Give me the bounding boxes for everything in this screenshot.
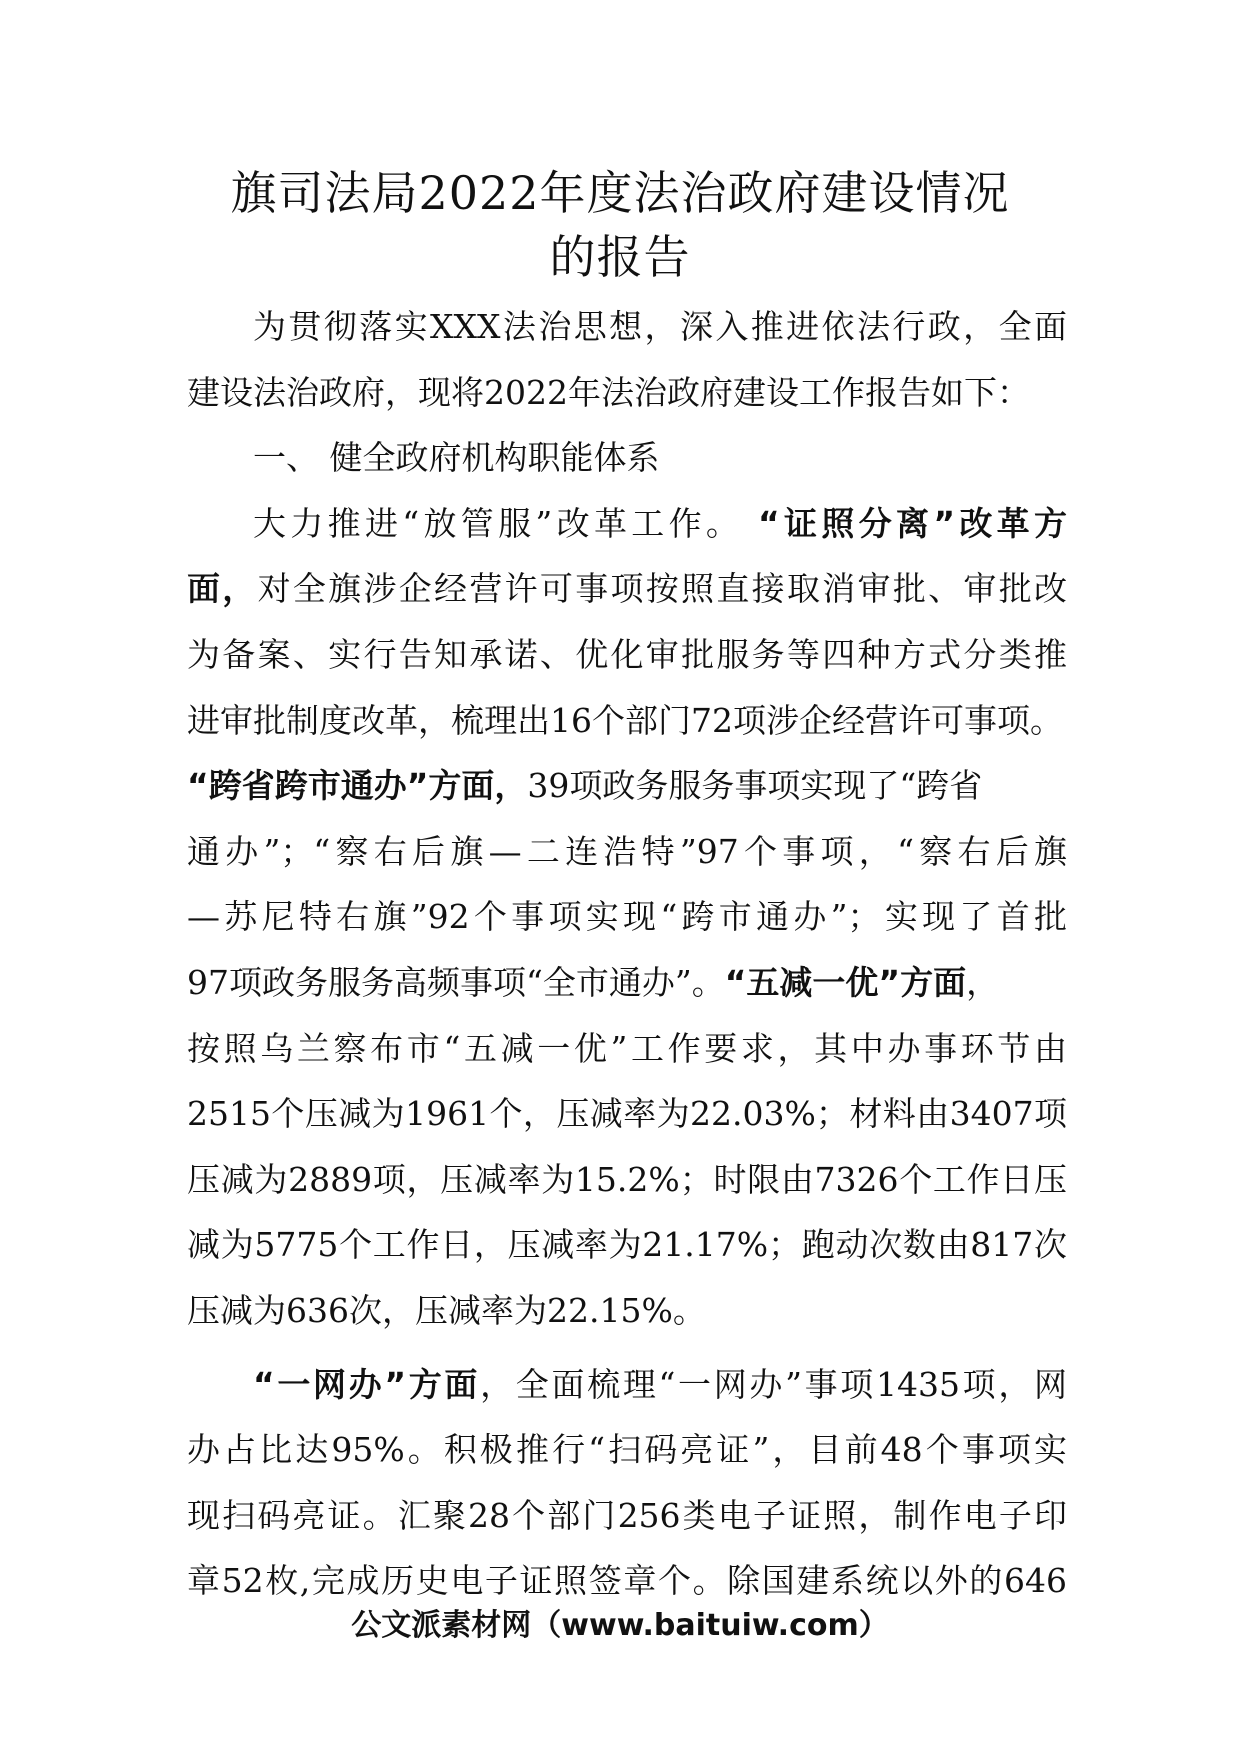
body-line (187, 425, 1067, 491)
body-line (187, 294, 1067, 360)
text-segment: 2515个压减为1961个，压减率为22.03%；材料由3407项 (187, 1094, 1067, 1134)
document-title-line-1: 旗司法局2022年度法治政府建设情况 (230, 166, 1010, 220)
text-segment: 通办”；“察右后旗—二连浩特”97个事项，“察右后旗 (187, 831, 1067, 871)
body-line (187, 1278, 1067, 1344)
body-line (187, 1417, 1067, 1483)
text-segment: ， (966, 962, 1000, 1002)
text-segment: 进审批制度改革，梳理出16个部门72项涉企经营许可事项。 (187, 700, 1063, 740)
text-segment: 为贯彻落实XXX法治思想，深入推进依法行政，全面 (253, 307, 1067, 346)
text-segment: 章52枚,完成历史电子证照签章个。除国建系统以外的646 (187, 1561, 1067, 1601)
text-segment: 39项政务服务事项实现了“跨省 (527, 766, 983, 806)
body-line (187, 1352, 1067, 1418)
text-segment: 一、 健全政府机构职能体系 (253, 438, 660, 478)
text-segment: 97项政务服务高频事项“全市通办”。 (187, 962, 725, 1002)
body-line (187, 1548, 1067, 1614)
text-segment: ，全面梳理“一网办”事项1435项，网 (480, 1364, 1067, 1404)
document-body (187, 294, 1067, 1614)
bold-text-segment: “跨省跨市通办”方面， (187, 766, 528, 806)
body-line (187, 884, 1067, 950)
text-segment: 减为5775个工作日，压减率为21.17%；跑动次数由817次 (187, 1225, 1067, 1265)
text-segment: —苏尼特右旗”92个事项实现“跨市通办”；实现了首批 (187, 897, 1067, 937)
text-segment: 为备案、实行告知承诺、优化审批服务等四种方式分类推 (187, 634, 1067, 674)
body-line (187, 622, 1067, 688)
body-line (187, 1483, 1067, 1549)
text-segment: 建设法治政府，现将2022年法治政府建设工作报告如下： (187, 372, 1030, 412)
body-line (187, 360, 1067, 426)
document-title-line-2: 的报告 (549, 230, 691, 284)
text-segment: 压减为636次，压减率为22.15%。 (187, 1290, 706, 1330)
text-segment: 按照乌兰察布市“五减一优”工作要求，其中办事环节由 (187, 1028, 1067, 1068)
body-line (187, 688, 1067, 754)
body-line (187, 1147, 1067, 1213)
body-line (187, 819, 1067, 885)
body-line (187, 556, 1067, 622)
bold-text-segment: “证照分离”改革方 (758, 503, 1067, 543)
text-segment: 对全旗涉企经营许可事项按照直接取消审批、审批改 (257, 569, 1068, 609)
text-segment: 现扫码亮证。汇聚28个部门256类电子证照，制作电子印 (187, 1495, 1067, 1535)
body-line (187, 491, 1067, 557)
footer-watermark: 公文派素材网（www.baituiw.com） (351, 1608, 889, 1643)
bold-text-segment: 面， (187, 569, 258, 609)
body-line (187, 950, 1067, 1016)
body-line (187, 1212, 1067, 1278)
text-segment: 大力推进“放管服”改革工作。 (253, 503, 759, 543)
body-line (187, 753, 1067, 819)
body-line (187, 1081, 1067, 1147)
bold-text-segment: “五减一优”方面 (724, 962, 967, 1002)
text-segment: 办占比达95%。积极推行“扫码亮证”，目前48个事项实 (187, 1430, 1067, 1470)
bold-text-segment: “一网办”方面 (253, 1364, 481, 1404)
text-segment: 压减为2889项，压减率为15.2%；时限由7326个工作日压 (187, 1159, 1067, 1199)
body-line (187, 1016, 1067, 1082)
